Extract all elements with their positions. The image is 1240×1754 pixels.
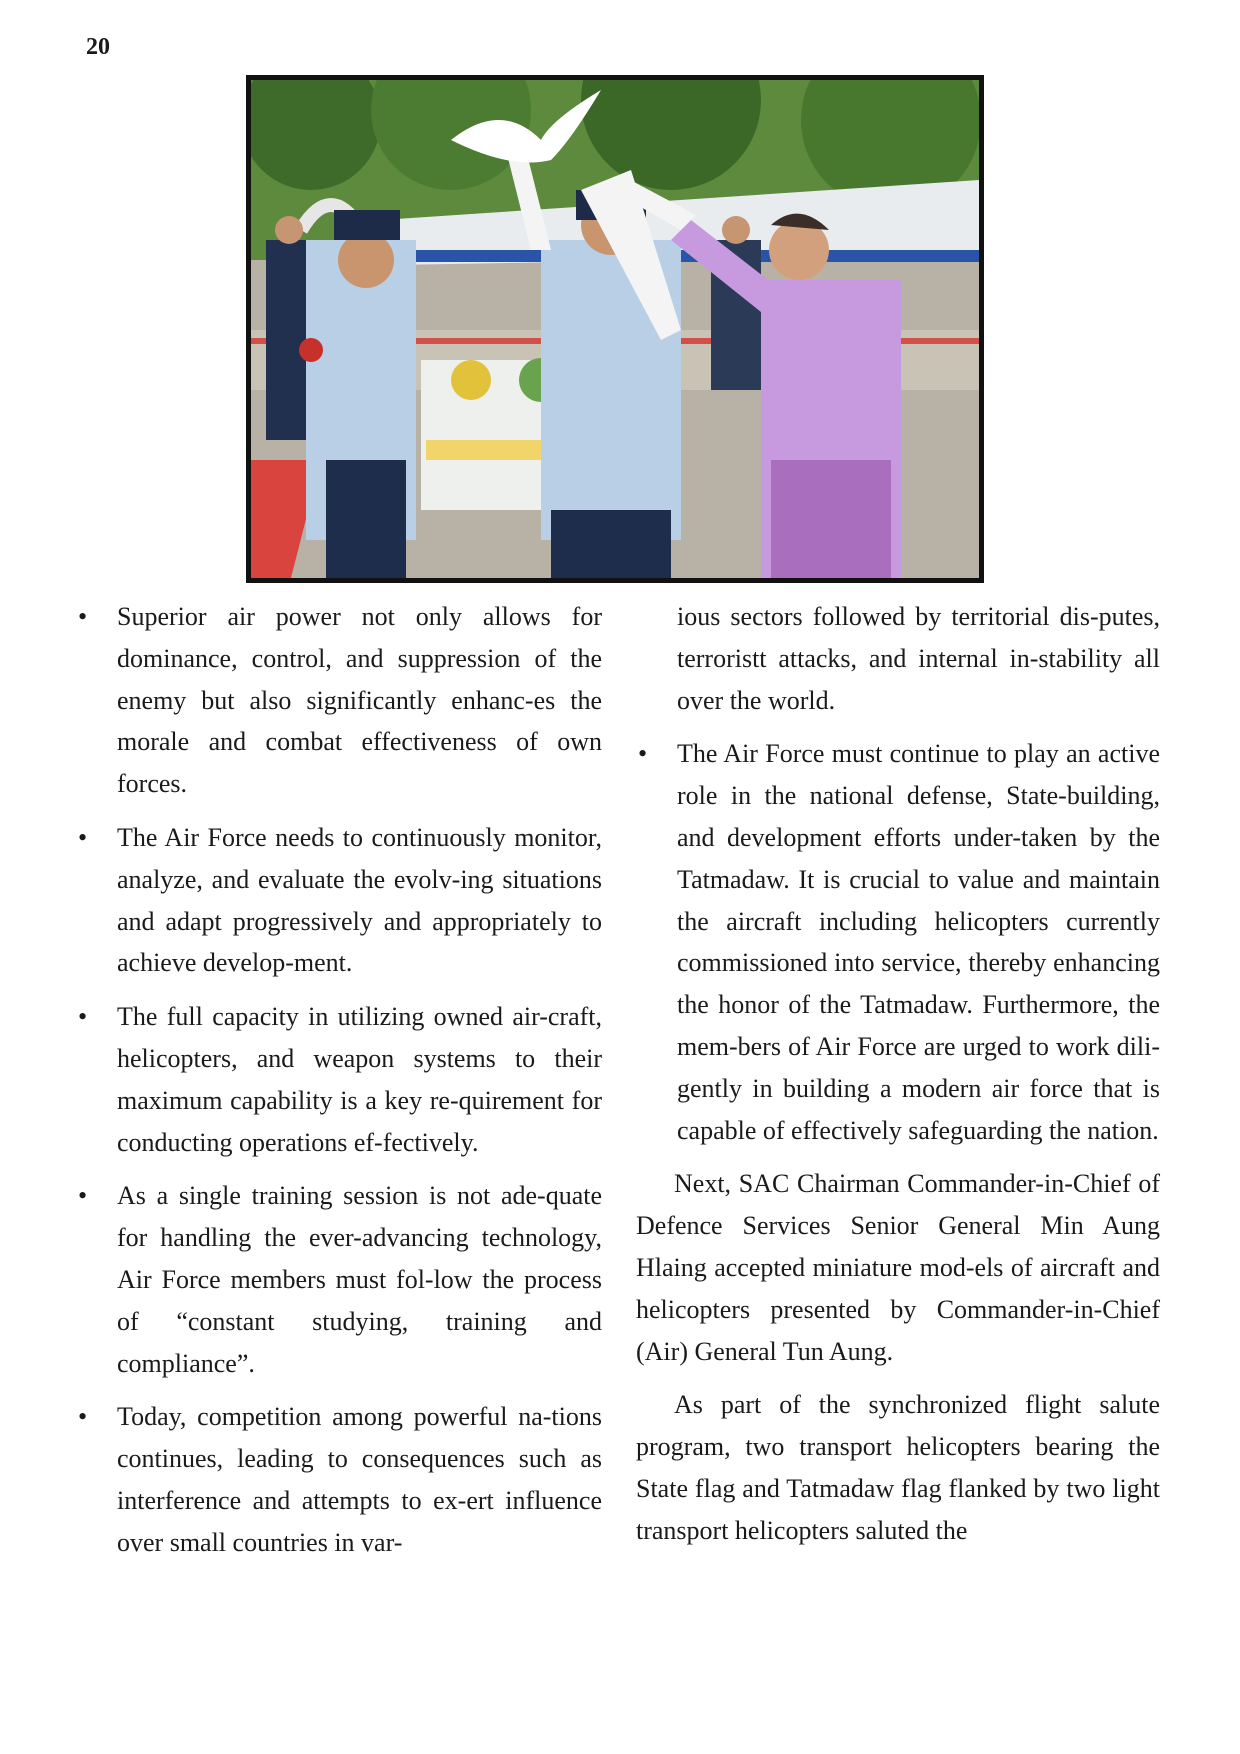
bullet-item: • The Air Force must continue to play an active role in the national defense, State-building, and development efforts under-taken by the Tatmadaw. It is crucial to value and maintain the aircraft including helicopters currently commissioned into service, thereby enhancing the honor of the Tatmadaw. Furthermore, the mem-bers of Air Force are urged to work dili-gently in building a modern air force that is capable of effectively safeguarding the nation. — [636, 733, 1160, 1151]
body-paragraph: As part of the synchronized flight salute program, two transport helicopters bearing the State flag and Tatmadaw flag flanked by two light transport helicopters saluted the — [636, 1390, 1160, 1545]
right-bullet-list — [636, 733, 1160, 1151]
bullet-continuation: ious sectors followed by territorial dis-putes, terroristt attacks, and internal in-stability all over the world. — [677, 602, 1160, 715]
bullet-item: • Today, competition among powerful na-tions continues, leading to consequences such as interference and attempts to ex-ert influence over small countries in var- — [76, 1396, 602, 1563]
left-bullet-list — [76, 596, 602, 1564]
right-column — [636, 596, 1160, 1564]
bullet-item: • The full capacity in utilizing owned air-craft, helicopters, and weapon systems to their maximum capability is a key re-quirement for conducting operations ef-fectively. — [76, 996, 602, 1163]
ceremony-photo — [246, 75, 984, 583]
left-column — [76, 596, 602, 1576]
bullet-item: • The Air Force needs to continuously monitor, analyze, and evaluate the evolv-ing situations and adapt progressively and appropriately to achieve develop-ment. — [76, 817, 602, 984]
page-number: 20 — [86, 34, 110, 60]
dove-release-illustration — [251, 80, 979, 578]
bullet-item: • As a single training session is not ade-quate for handling the ever-advancing technology, Air Force members must fol-low the process of “constant studying, training and compliance”. — [76, 1175, 602, 1384]
body-paragraph: Next, SAC Chairman Commander-in-Chief of Defence Services Senior General Min Aung Hlaing accepted miniature mod-els of aircraft and helicopters presented by Commander-in-Chief (Air) General Tun Aung. — [636, 1169, 1160, 1366]
bullet-item: • Superior air power not only allows for dominance, control, and suppression of the enemy but also significantly enhanc-es the morale and combat effectiveness of own forces. — [76, 596, 602, 805]
